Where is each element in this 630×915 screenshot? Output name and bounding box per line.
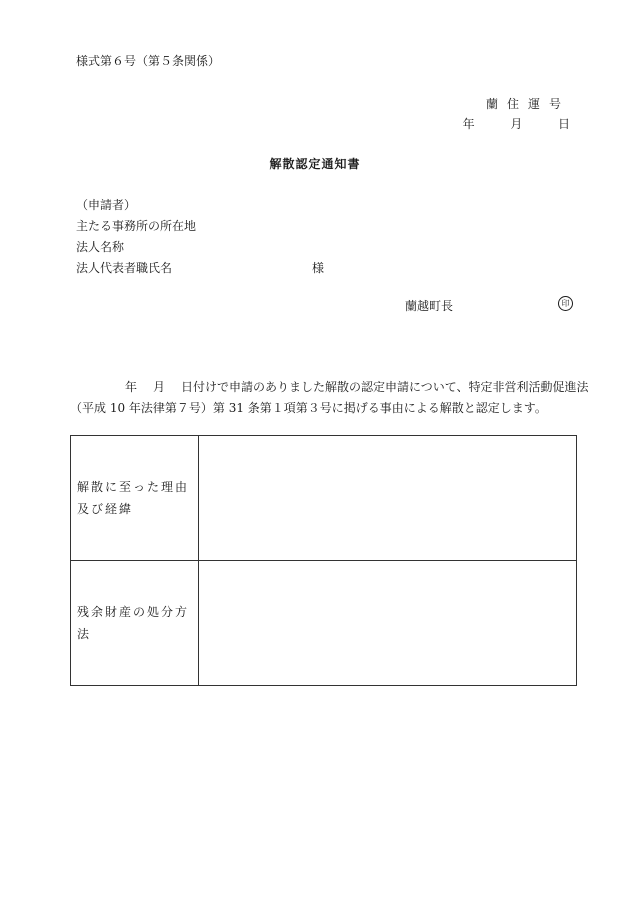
residual-assets-label: 残余財産の処分方法 [71,561,199,686]
residual-assets-field[interactable] [199,561,577,686]
date-year-label: 年 [462,117,475,131]
dissolution-info-table [70,435,577,686]
document-date [463,115,570,132]
applicant-office-address-label: 主たる事務所の所在地 [76,219,197,233]
issuer-name: 蘭越町長 [405,299,454,313]
document-number: 蘭住運号 [485,97,570,111]
date-day-label: 日 [557,117,570,131]
body-year-label: 年 [125,380,138,394]
applicant-label: （申請者） [76,198,137,212]
dissolution-reason-field[interactable] [199,436,577,561]
document-title: 解散認定通知書 [269,157,361,171]
applicant-representative-label: 法人代表者職氏名 [76,261,173,275]
body-text-rest: 日付けで申請のありました解散の認定申請について、特定非営利活動促進法 [181,380,589,394]
body-month-label: 月 [153,380,166,394]
body-text-line-1 [125,378,589,395]
applicant-corporation-name-label: 法人名称 [76,240,125,254]
body-text-line-2: （平成 10 年法律第７号）第 31 条第１項第３号に掲げる事由による解散と認定します。 [70,401,547,415]
table-row [71,561,577,686]
applicant-honorific: 様 [312,261,325,275]
dissolution-reason-label: 解散に至った理由及び経緯 [71,436,199,561]
seal-icon: 印 [558,296,573,311]
table-row [71,436,577,561]
form-number: 様式第６号（第５条関係） [76,54,221,68]
date-month-label: 月 [510,117,523,131]
